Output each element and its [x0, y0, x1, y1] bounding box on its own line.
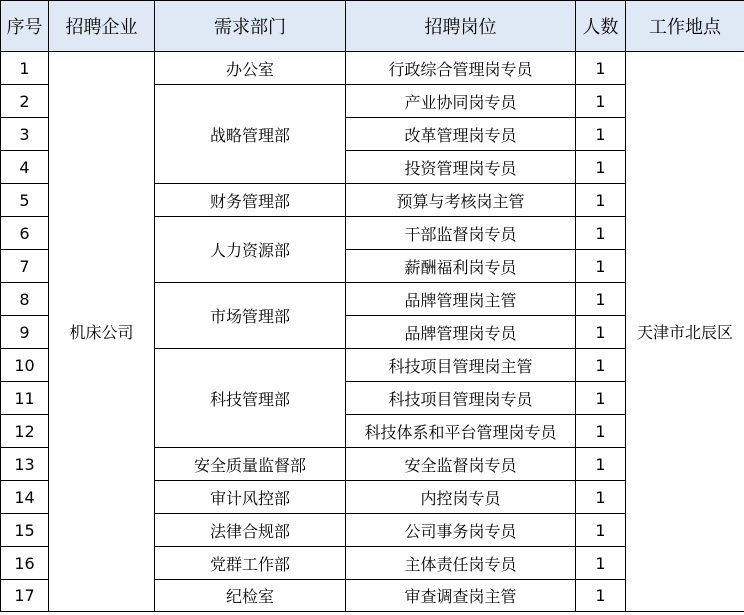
position-cell: 内控岗专员: [346, 481, 576, 514]
count-cell: 1: [576, 52, 626, 85]
row-index: 1: [1, 52, 49, 85]
department-cell: 审计风控部: [155, 481, 346, 514]
position-cell: 产业协同岗专员: [346, 85, 576, 118]
company-cell: 机床公司: [49, 52, 155, 612]
location-cell: 天津市北辰区: [626, 52, 744, 612]
department-cell: 科技管理部: [155, 349, 346, 448]
position-cell: 主体责任岗专员: [346, 547, 576, 580]
row-index: 16: [1, 547, 49, 580]
count-cell: 1: [576, 481, 626, 514]
row-index: 12: [1, 415, 49, 448]
row-index: 7: [1, 250, 49, 283]
header-count: 人数: [576, 1, 626, 52]
count-cell: 1: [576, 349, 626, 382]
count-cell: 1: [576, 217, 626, 250]
count-cell: 1: [576, 316, 626, 349]
count-cell: 1: [576, 283, 626, 316]
row-index: 13: [1, 448, 49, 481]
row-index: 4: [1, 151, 49, 184]
department-cell: 办公室: [155, 52, 346, 85]
count-cell: 1: [576, 85, 626, 118]
position-cell: 投资管理岗专员: [346, 151, 576, 184]
department-cell: 法律合规部: [155, 514, 346, 547]
row-index: 15: [1, 514, 49, 547]
row-index: 6: [1, 217, 49, 250]
count-cell: 1: [576, 151, 626, 184]
count-cell: 1: [576, 415, 626, 448]
row-index: 10: [1, 349, 49, 382]
position-cell: 公司事务岗专员: [346, 514, 576, 547]
position-cell: 品牌管理岗专员: [346, 316, 576, 349]
position-cell: 品牌管理岗主管: [346, 283, 576, 316]
header-row: [1, 1, 744, 52]
department-cell: 纪检室: [155, 580, 346, 612]
department-cell: 党群工作部: [155, 547, 346, 580]
count-cell: 1: [576, 250, 626, 283]
department-cell: 财务管理部: [155, 184, 346, 217]
row-index: 3: [1, 118, 49, 151]
row-index: 17: [1, 580, 49, 612]
position-cell: 改革管理岗专员: [346, 118, 576, 151]
department-cell: 战略管理部: [155, 85, 346, 184]
header-company: 招聘企业: [49, 1, 155, 52]
table-row: [1, 52, 744, 85]
row-index: 2: [1, 85, 49, 118]
position-cell: 科技体系和平台管理岗专员: [346, 415, 576, 448]
position-cell: 行政综合管理岗专员: [346, 52, 576, 85]
department-cell: 市场管理部: [155, 283, 346, 349]
header-position: 招聘岗位: [346, 1, 576, 52]
position-cell: 科技项目管理岗主管: [346, 349, 576, 382]
header-index: 序号: [1, 1, 49, 52]
count-cell: 1: [576, 580, 626, 612]
row-index: 5: [1, 184, 49, 217]
row-index: 11: [1, 382, 49, 415]
position-cell: 预算与考核岗主管: [346, 184, 576, 217]
count-cell: 1: [576, 118, 626, 151]
department-cell: 人力资源部: [155, 217, 346, 283]
department-cell: 安全质量监督部: [155, 448, 346, 481]
count-cell: 1: [576, 184, 626, 217]
position-cell: 薪酬福利岗专员: [346, 250, 576, 283]
count-cell: 1: [576, 382, 626, 415]
position-cell: 科技项目管理岗专员: [346, 382, 576, 415]
row-index: 14: [1, 481, 49, 514]
header-location: 工作地点: [626, 1, 744, 52]
count-cell: 1: [576, 448, 626, 481]
row-index: 9: [1, 316, 49, 349]
position-cell: 审查调查岗主管: [346, 580, 576, 612]
position-cell: 安全监督岗专员: [346, 448, 576, 481]
count-cell: 1: [576, 547, 626, 580]
row-index: 8: [1, 283, 49, 316]
count-cell: 1: [576, 514, 626, 547]
position-cell: 干部监督岗专员: [346, 217, 576, 250]
header-department: 需求部门: [155, 1, 346, 52]
